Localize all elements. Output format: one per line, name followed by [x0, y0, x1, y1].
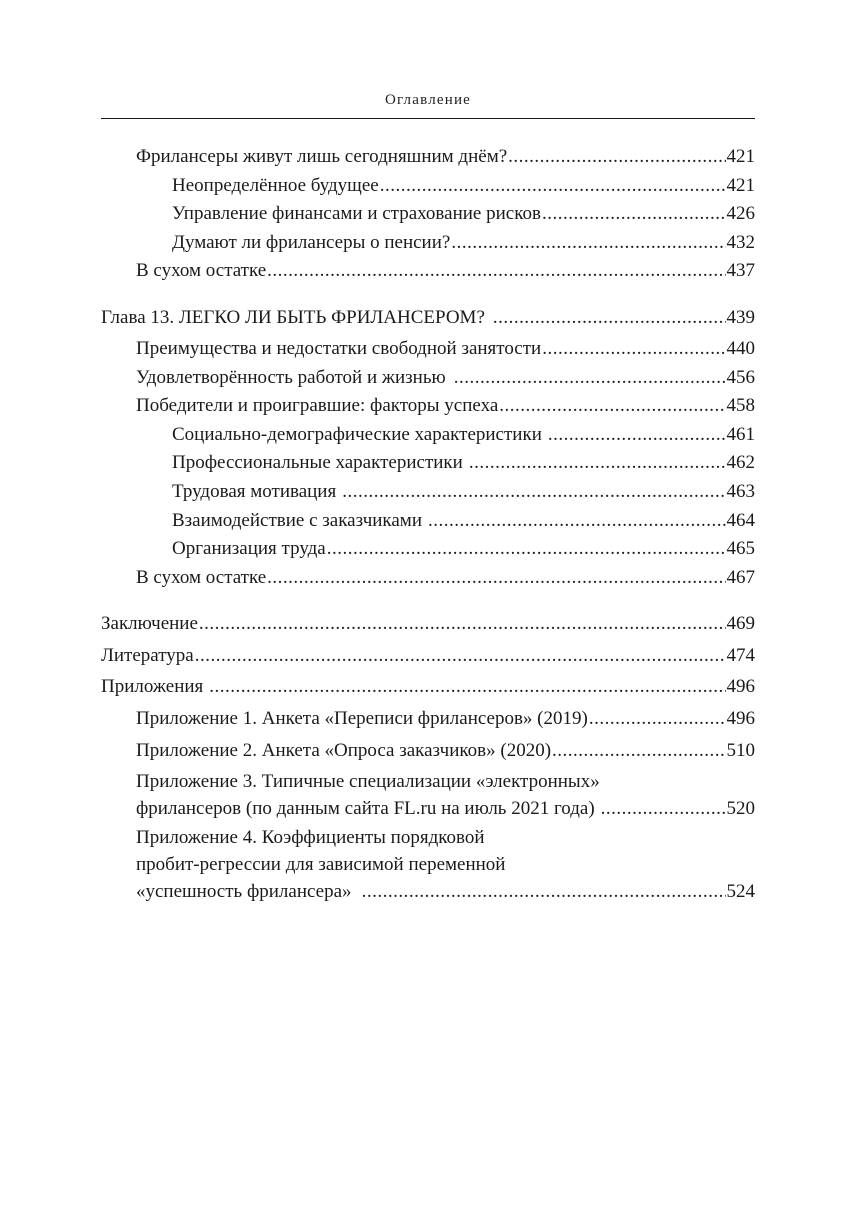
- toc-entry[interactable]: [136, 143, 755, 170]
- toc-entry-title: Трудовая мотивация: [172, 481, 337, 502]
- dot-leader: [362, 878, 726, 905]
- dot-leader: [493, 304, 726, 331]
- toc-entry-page: 465: [726, 538, 755, 559]
- toc-entry[interactable]: [172, 507, 755, 534]
- header-rule: [101, 118, 755, 119]
- dot-leader: [542, 335, 725, 362]
- toc-entry-page: 439: [726, 307, 755, 328]
- toc-entry[interactable]: [172, 535, 755, 562]
- toc-chapter-entry[interactable]: [101, 304, 755, 331]
- dot-leader: [542, 200, 726, 227]
- toc-entry-page: 421: [726, 146, 755, 167]
- toc-entry-page: 462: [726, 452, 755, 473]
- toc-entry[interactable]: [172, 200, 755, 227]
- toc-entry-page: 524: [726, 881, 755, 902]
- dot-leader: [469, 449, 726, 476]
- toc-entry-title-line: пробит-регрессии для зависимой переменной: [136, 854, 506, 875]
- dot-leader: [342, 478, 725, 505]
- toc-entry-page: 421: [726, 175, 755, 196]
- toc-entry-page: 467: [726, 567, 755, 588]
- toc-entry-page: 432: [726, 232, 755, 253]
- toc-entry-page: 463: [726, 481, 755, 502]
- toc-entry-page: 520: [726, 798, 755, 819]
- toc-entry[interactable]: [136, 335, 755, 362]
- toc-entry[interactable]: [172, 421, 755, 448]
- toc-entry-title: Управление финансами и страхование рисков: [172, 203, 541, 224]
- toc-entry-title-line: Приложение 4. Коэффициенты порядковой: [136, 827, 485, 848]
- dot-leader: [199, 610, 726, 637]
- toc-entry-title: Взаимодействие с заказчиками: [172, 510, 422, 531]
- toc-entry-title: Удовлетворённость работой и жизнью: [136, 367, 446, 388]
- toc-entry[interactable]: [136, 364, 755, 391]
- toc-entry-title: Преимущества и недостатки свободной занятости: [136, 338, 542, 359]
- dot-leader: [380, 172, 726, 199]
- toc-entry[interactable]: [136, 257, 755, 284]
- toc-entry-title: Организация труда: [172, 538, 326, 559]
- dot-leader: [327, 535, 726, 562]
- dot-leader: [552, 737, 725, 764]
- dot-leader: [548, 421, 726, 448]
- toc-entry-title: Думают ли фрилансеры о пенсии?: [172, 232, 451, 253]
- toc-entry-title: Фрилансеры живут лишь сегодняшним днём?: [136, 146, 508, 167]
- toc-entry-page: 440: [726, 338, 755, 359]
- dot-leader: [451, 229, 725, 256]
- dot-leader: [428, 507, 726, 534]
- toc-entry-title-line: «успешность фрилансера»: [136, 881, 352, 902]
- dot-leader: [195, 642, 726, 669]
- running-header: Оглавление: [384, 92, 472, 108]
- dot-leader: [209, 673, 725, 700]
- toc-entry-appendix-4[interactable]: [136, 824, 755, 905]
- toc-entry-title-line: фрилансеров (по данным сайта FL.ru на июль 2021 года): [136, 798, 595, 819]
- toc-entry-title: Литература: [101, 645, 194, 666]
- dot-leader: [267, 564, 725, 591]
- dot-leader: [454, 364, 726, 391]
- toc-entry-title: В сухом остатке: [136, 567, 267, 588]
- toc-entry-page: 496: [726, 676, 755, 697]
- toc-entry[interactable]: [172, 449, 755, 476]
- toc-entry-title: Глава 13. ЛЕГКО ЛИ БЫТЬ ФРИЛАНСЕРОМ?: [101, 307, 485, 328]
- toc-entry[interactable]: [101, 642, 755, 669]
- toc-entry-page: 474: [726, 645, 755, 666]
- dot-leader: [499, 392, 725, 419]
- toc-entry[interactable]: [136, 705, 755, 732]
- toc-entry[interactable]: [172, 172, 755, 199]
- toc-entry-title: В сухом остатке: [136, 260, 267, 281]
- toc-entry-title: Приложение 2. Анкета «Опроса заказчиков» (2020): [136, 740, 552, 761]
- toc-entry-page: 464: [726, 510, 755, 531]
- dot-leader: [601, 795, 726, 822]
- toc-entry-title: Приложения: [101, 676, 204, 697]
- toc-entry[interactable]: [136, 737, 755, 764]
- toc-entry-title: Победители и проигравшие: факторы успеха: [136, 395, 499, 416]
- toc-entry[interactable]: [172, 478, 755, 505]
- toc-entry-page: 496: [726, 708, 755, 729]
- toc-entry-title: Неопределённое будущее: [172, 175, 379, 196]
- toc-entry-title: Заключение: [101, 613, 198, 634]
- toc-entry-title: Приложение 1. Анкета «Переписи фрилансеров» (2019): [136, 708, 588, 729]
- dot-leader: [267, 257, 725, 284]
- toc-entry-appendix-3[interactable]: [136, 768, 755, 822]
- toc-entry-page: 458: [726, 395, 755, 416]
- toc-entry-page: 426: [726, 203, 755, 224]
- toc-entry-title-line: Приложение 3. Типичные специализации «электронных»: [136, 771, 600, 792]
- toc-entry[interactable]: [136, 564, 755, 591]
- toc-entry-title: Социально-демографические характеристики: [172, 424, 542, 445]
- toc-entry-page: 456: [726, 367, 755, 388]
- toc-entry[interactable]: [101, 673, 755, 700]
- toc-entry[interactable]: [172, 229, 755, 256]
- toc-entry-title: Профессиональные характеристики: [172, 452, 463, 473]
- dot-leader: [589, 705, 726, 732]
- toc-entry-page: 461: [726, 424, 755, 445]
- toc-entry-page: 469: [726, 613, 755, 634]
- dot-leader: [508, 143, 725, 170]
- toc-entry[interactable]: [136, 392, 755, 419]
- toc-entry-page: 437: [726, 260, 755, 281]
- toc-entry[interactable]: [101, 610, 755, 637]
- toc-entry-page: 510: [726, 740, 755, 761]
